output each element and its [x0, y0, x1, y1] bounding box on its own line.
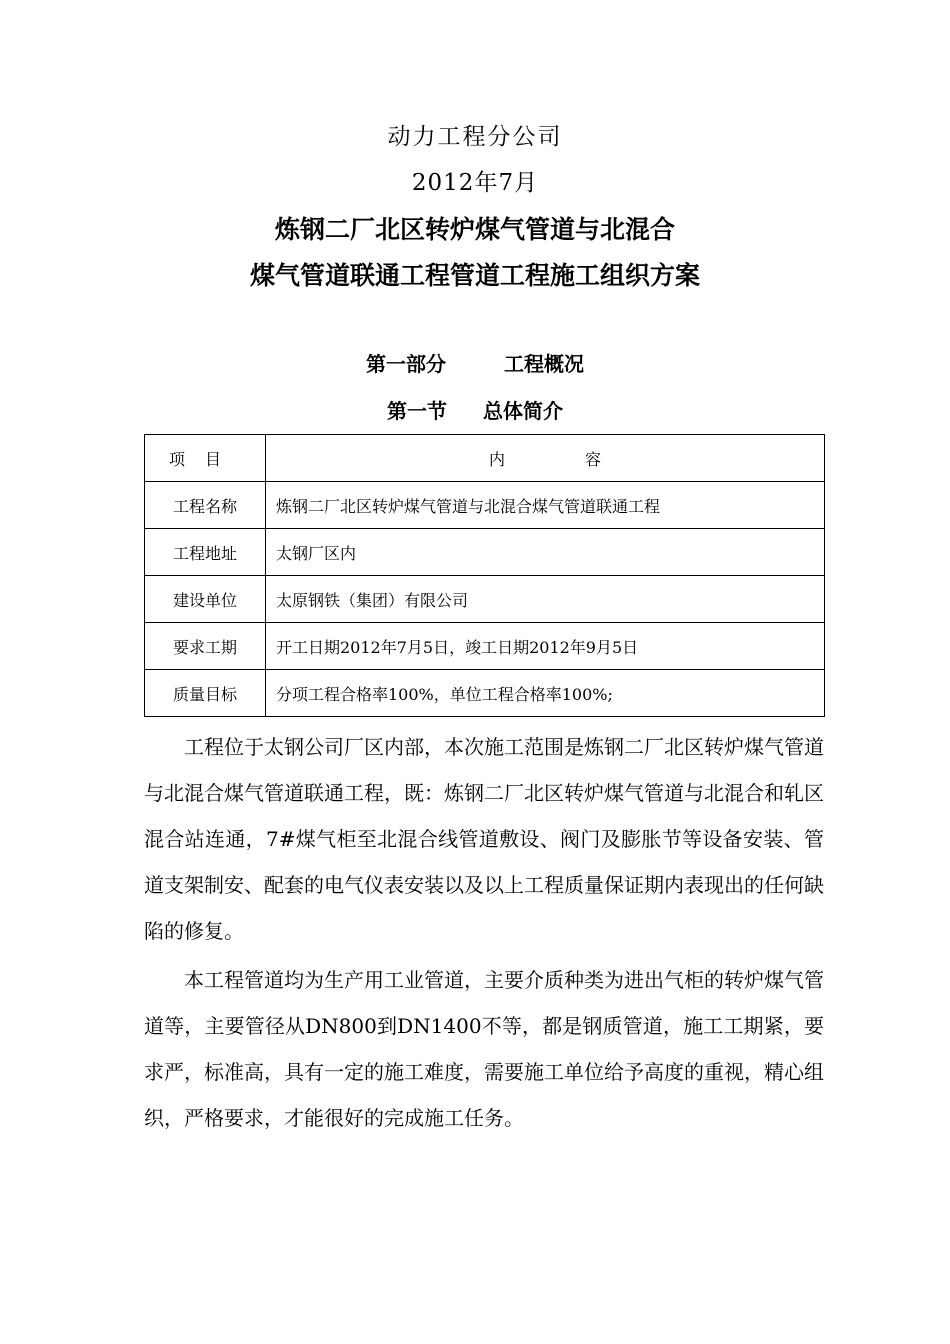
document-title-line-2: 煤气管道联通工程管道工程施工组织方案	[249, 261, 700, 290]
company-name: 动力工程分公司	[387, 124, 563, 150]
document-title-line-1: 炼钢二厂北区转炉煤气管道与北混合	[274, 215, 675, 244]
table-row	[145, 482, 825, 529]
part-heading	[0, 348, 950, 377]
table-header-row	[145, 435, 825, 482]
row-label: 质量目标	[145, 670, 266, 717]
section-name: 总体简介	[483, 399, 563, 423]
body-paragraph-1: 工程位于太钢公司厂区内部，本次施工范围是炼钢二厂北区转炉煤气管道与北混合煤气管道联通工程，既：炼钢二厂北区转炉煤气管道与北混合和轧区混合站连通，7#煤气柜至北混合线管道敷设、阀门及膨胀节等设备安装、管道支架制安、配套的电气仪表安装以及以上工程质量保证期内表现出的任何缺陷的修复。	[144, 735, 824, 943]
section-heading	[0, 395, 950, 424]
row-value: 太钢厂区内	[266, 529, 825, 576]
body-paragraph-2: 本工程管道均为生产用工业管道，主要介质种类为进出气柜的转炉煤气管道等，主要管径从DN800到DN1400不等，都是钢质管道，施工工期紧，要求严，标准高，具有一定的施工难度，需要施工单位给予高度的重视，精心组织，严格要求，才能很好的完成施工任务。	[144, 968, 824, 1130]
table-header-item: 项目	[145, 435, 266, 482]
table-header-content: 内容	[266, 435, 825, 482]
table-row	[145, 623, 825, 670]
row-label: 建设单位	[145, 576, 266, 623]
document-date: 2012年7月	[411, 170, 539, 196]
section-number: 第一节	[387, 399, 447, 423]
row-label: 工程地址	[145, 529, 266, 576]
row-label: 工程名称	[145, 482, 266, 529]
overview-table	[144, 434, 825, 717]
row-value: 太原钢铁（集团）有限公司	[266, 576, 825, 623]
row-value: 炼钢二厂北区转炉煤气管道与北混合煤气管道联通工程	[266, 482, 825, 529]
table-row	[145, 670, 825, 717]
part-number: 第一部分	[366, 352, 446, 376]
table-row	[145, 529, 825, 576]
row-label: 要求工期	[145, 623, 266, 670]
row-value: 开工日期2012年7月5日，竣工日期2012年9月5日	[266, 623, 825, 670]
table-row	[145, 576, 825, 623]
part-name: 工程概况	[504, 352, 584, 376]
row-value: 分项工程合格率100%，单位工程合格率100%;	[266, 670, 825, 717]
